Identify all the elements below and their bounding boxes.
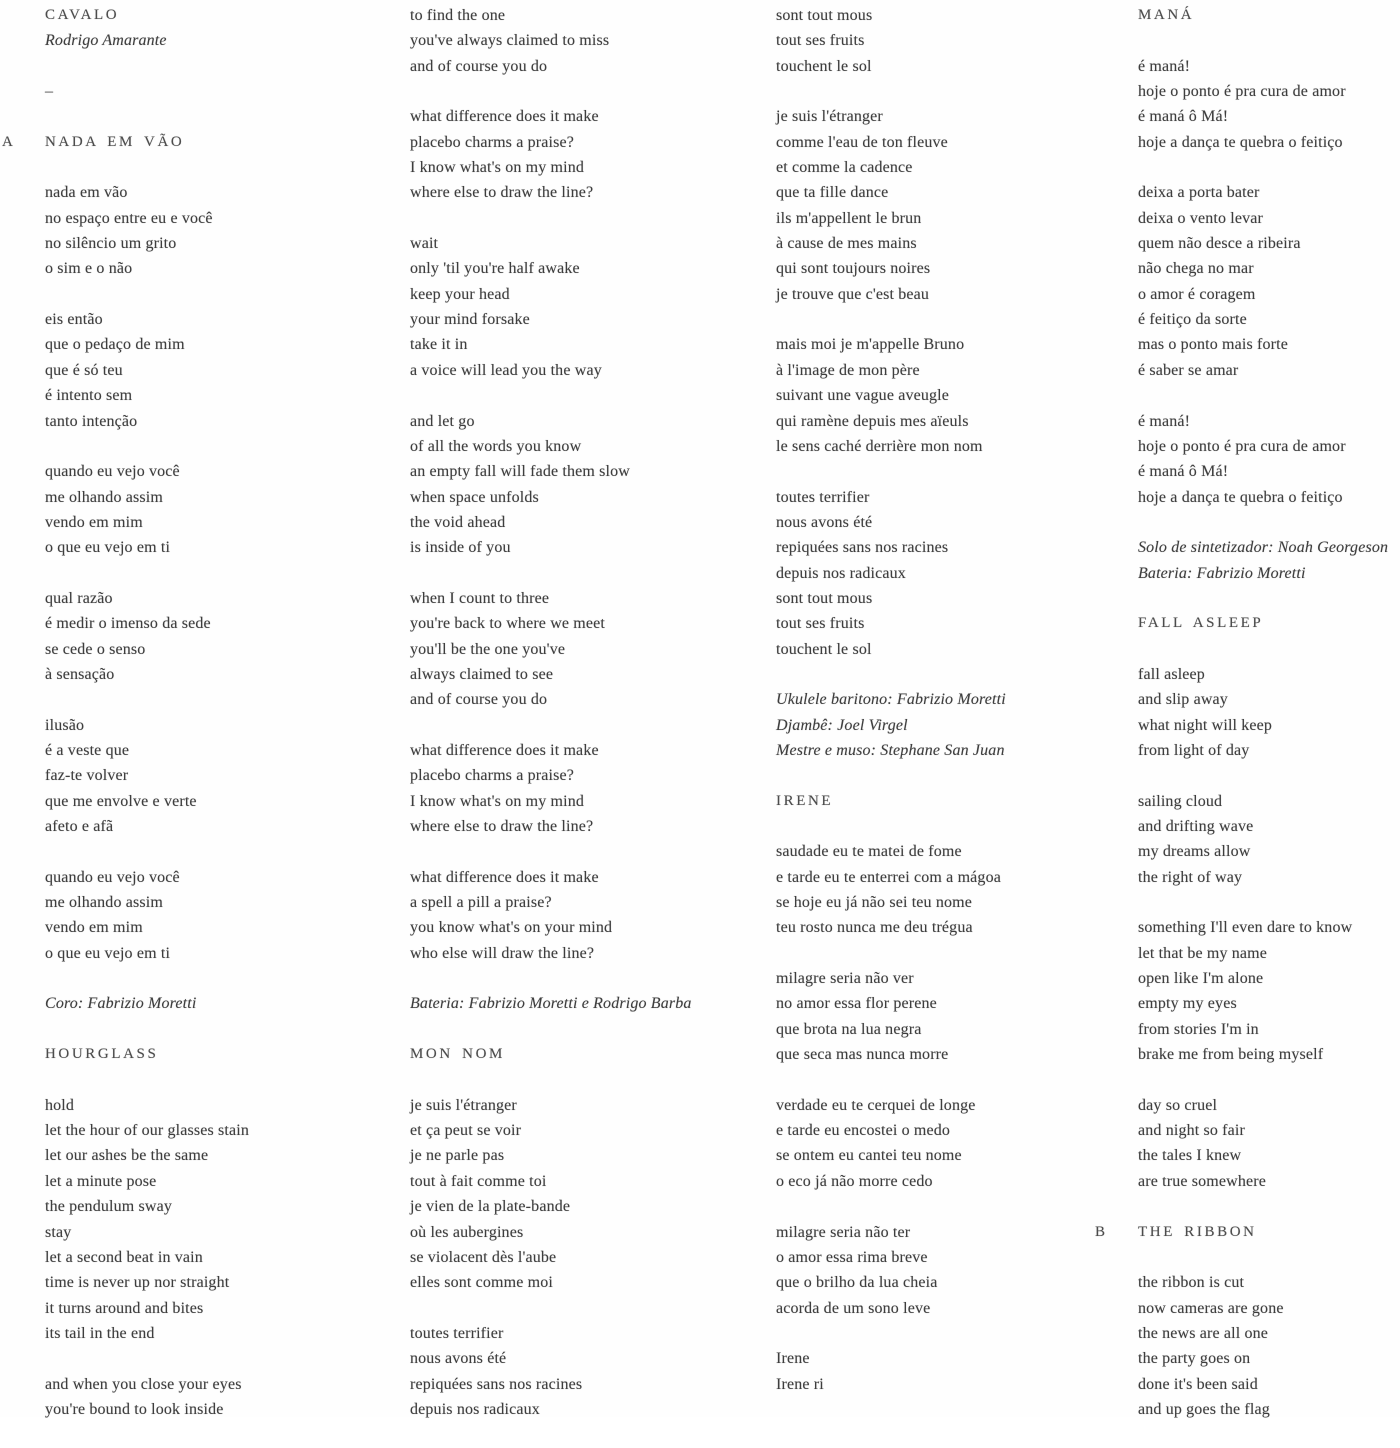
lyric-line: deixa o vento levar (1138, 209, 1264, 227)
lyric-line: time is never up nor straight (45, 1274, 230, 1292)
lyric-line: you're bound to look inside (45, 1400, 224, 1418)
block-stanza (410, 738, 760, 839)
credit-line: Djambê: Joel Virgel (776, 716, 908, 734)
block-credit (45, 991, 395, 1016)
lyric-line: o que eu vejo em ti (45, 944, 171, 962)
lyric-line: an empty fall will fade them slow (410, 463, 631, 481)
lyric-line: toutes terrifier (776, 488, 870, 506)
lyric-line: of all the words you know (410, 437, 582, 455)
song-title-heading: MANÁ (1138, 7, 1195, 23)
block-stanza (45, 586, 395, 687)
lyric-line: is inside of you (410, 539, 511, 557)
block-heading (410, 1042, 760, 1067)
block-stanza (45, 459, 395, 560)
block-stanza (1138, 54, 1400, 155)
lyric-line: where else to draw the line? (410, 184, 594, 202)
credit-line: Bateria: Fabrizio Moretti e Rodrigo Barba (410, 995, 692, 1013)
lyric-line: me olhando assim (45, 894, 163, 912)
lyric-line: repiquées sans nos racines (410, 1375, 583, 1393)
credit-line: Mestre e muso: Stephane San Juan (776, 741, 1005, 759)
lyric-line: vendo em mim (45, 919, 143, 937)
lyric-line: que é só teu (45, 361, 123, 379)
lyric-line: não chega no mar (1138, 260, 1254, 278)
lyric-line: acorda de um sono leve (776, 1299, 931, 1317)
lyric-line: depuis nos radicaux (410, 1400, 540, 1418)
lyric-line: à l'image de mon père (776, 361, 920, 379)
lyric-line: se violacent dès l'aube (410, 1248, 557, 1266)
lyric-line: mais moi je m'appelle Bruno (776, 336, 965, 354)
side-a-marker: A (2, 133, 13, 150)
album-artist: Rodrigo Amarante (45, 32, 167, 50)
credit-line: Solo de sintetizador: Noah Georgeson (1138, 539, 1389, 557)
block-stanza (776, 104, 1126, 307)
credit-line: Coro: Fabrizio Moretti (45, 995, 197, 1013)
lyric-line: é maná! (1138, 57, 1191, 75)
lyrics-column-3 (776, 3, 1126, 1422)
lyric-line: o sim e o não (45, 260, 133, 278)
lyric-line: when I count to three (410, 589, 550, 607)
lyric-line: milagre seria não ver (776, 970, 914, 988)
lyric-line: vendo em mim (45, 513, 143, 531)
lyric-line: sont tout mous (776, 589, 873, 607)
block-stanza (1138, 662, 1400, 763)
block-stanza (1138, 1270, 1400, 1422)
lyric-line: tout ses fruits (776, 615, 865, 633)
block-stanza (776, 3, 1126, 79)
lyric-line: you're back to where we meet (410, 615, 605, 633)
lyric-line: que me envolve e verte (45, 792, 197, 810)
lyric-line: depuis nos radicaux (776, 564, 906, 582)
lyric-line: qui ramène depuis mes aïeuls (776, 412, 969, 430)
lyric-line: é intento sem (45, 387, 133, 405)
lyric-line: hold (45, 1096, 75, 1114)
block-stanza (1138, 1093, 1400, 1194)
block-stanza (1138, 789, 1400, 890)
lyric-line: où les aubergines (410, 1223, 524, 1241)
lyric-line: no espaço entre eu e você (45, 209, 213, 227)
lyric-line: que o pedaço de mim (45, 336, 185, 354)
block-stanza (776, 485, 1126, 662)
lyric-line: que seca mas nunca morre (776, 1046, 949, 1064)
lyric-line: the news are all one (1138, 1324, 1269, 1342)
lyric-line: who else will draw the line? (410, 944, 595, 962)
lyric-line: no amor essa flor perene (776, 995, 937, 1013)
lyric-line: touchent le sol (776, 640, 872, 658)
lyric-line: let our ashes be the same (45, 1147, 209, 1165)
lyric-line: é maná ô Má! (1138, 463, 1229, 481)
lyric-line: milagre seria não ter (776, 1223, 911, 1241)
lyric-line: suivant une vague aveugle (776, 387, 950, 405)
lyric-line: my dreams allow (1138, 843, 1251, 861)
lyric-line: to find the one (410, 7, 506, 24)
lyric-line: and night so fair (1138, 1122, 1245, 1140)
lyric-line: e tarde eu te enterrei com a mágoa (776, 868, 1001, 886)
lyric-line: comme l'eau de ton fleuve (776, 133, 948, 151)
lyric-line: what night will keep (1138, 716, 1273, 734)
lyric-line: are true somewhere (1138, 1172, 1266, 1190)
lyric-line: its tail in the end (45, 1324, 155, 1342)
lyric-line: é medir o imenso da sede (45, 615, 211, 633)
block-credit (410, 991, 760, 1016)
lyric-line: o que eu vejo em ti (45, 539, 171, 557)
lyric-line: sont tout mous (776, 7, 873, 24)
lyric-line: que brota na lua negra (776, 1020, 922, 1038)
lyric-line: teu rosto nunca me deu trégua (776, 919, 973, 937)
lyric-line: saudade eu te matei de fome (776, 843, 962, 861)
lyric-line: what difference does it make (410, 108, 599, 126)
lyric-line: stay (45, 1223, 72, 1241)
lyric-line: hoje o ponto é pra cura de amor (1138, 83, 1346, 101)
lyric-line: always claimed to see (410, 665, 554, 683)
block-stanza (776, 1093, 1126, 1194)
lyric-line: and let go (410, 412, 475, 430)
lyric-line: tanto intenção (45, 412, 138, 430)
lyric-line: day so cruel (1138, 1096, 1218, 1114)
lyric-line: tout à fait comme toi (410, 1172, 547, 1190)
block-stanza (1138, 409, 1400, 510)
lyric-line: é maná! (1138, 412, 1191, 430)
lyric-line: and of course you do (410, 691, 548, 709)
lyric-line: et ça peut se voir (410, 1122, 522, 1140)
lyric-line: tout ses fruits (776, 32, 865, 50)
song-title-heading: FALL ASLEEP (1138, 615, 1264, 632)
lyric-line: what difference does it make (410, 741, 599, 759)
lyric-line: o eco já não morre cedo (776, 1172, 933, 1190)
lyric-line: toutes terrifier (410, 1324, 504, 1342)
lyric-line: your mind forsake (410, 311, 530, 329)
lyric-line: repiquées sans nos racines (776, 539, 949, 557)
lyric-line: é maná ô Má! (1138, 108, 1229, 126)
song-title-heading: NADA EM VÃO A (45, 130, 395, 155)
lyric-line: I know what's on my mind (410, 792, 585, 810)
block-heading (45, 1042, 395, 1067)
lyric-line: o amor essa rima breve (776, 1248, 928, 1266)
lyric-line: placebo charms a praise? (410, 133, 574, 151)
block-stanza (410, 1321, 760, 1422)
lyric-line: the party goes on (1138, 1350, 1251, 1368)
lyric-line: keep your head (410, 285, 510, 303)
block-stanza (776, 1346, 1126, 1397)
lyric-line: é a veste que (45, 741, 130, 759)
lyric-line: brake me from being myself (1138, 1046, 1324, 1064)
song-title-heading: MON NOM (410, 1046, 505, 1063)
lyric-line: I know what's on my mind (410, 159, 585, 177)
lyric-line: the ribbon is cut (1138, 1274, 1245, 1292)
lyric-line: le sens caché derrière mon nom (776, 437, 983, 455)
lyric-line: fall asleep (1138, 665, 1205, 683)
lyric-line: et comme la cadence (776, 159, 913, 177)
block-stanza (776, 332, 1126, 459)
credit-line: Ukulele baritono: Fabrizio Moretti (776, 691, 1006, 709)
lyric-line: when space unfolds (410, 488, 539, 506)
side-divider-dash: – (45, 83, 54, 101)
lyric-line: and drifting wave (1138, 818, 1254, 835)
lyric-line: quando eu vejo você (45, 463, 180, 481)
lyric-line: se ontem eu cantei teu nome (776, 1147, 962, 1165)
lyric-line: qui sont toujours noires (776, 260, 931, 278)
lyric-line: from light of day (1138, 741, 1250, 759)
lyric-line: nada em vão (45, 184, 128, 202)
lyric-line: and up goes the flag (1138, 1400, 1270, 1418)
lyric-line: quem não desce a ribeira (1138, 235, 1301, 253)
lyrics-column-1 (2, 3, 395, 1448)
block-credit (776, 687, 1126, 763)
credit-line: Bateria: Fabrizio Moretti (1138, 564, 1306, 582)
block-stanza (410, 231, 760, 383)
block-heading (1138, 3, 1400, 28)
lyric-line: ils m'appellent le brun (776, 209, 922, 227)
block-stanza (410, 104, 760, 205)
lyric-line: je trouve que c'est beau (776, 285, 930, 303)
lyric-line: from stories I'm in (1138, 1020, 1259, 1038)
block-stanza (776, 839, 1126, 940)
song-title-heading: HOURGLASS (45, 1046, 159, 1063)
lyric-line: the right of way (1138, 868, 1243, 886)
lyric-line: ilusão (45, 716, 85, 734)
lyric-line: nous avons été (776, 513, 873, 531)
lyric-line: se hoje eu já não sei teu nome (776, 894, 972, 912)
lyric-line: a spell a pill a praise? (410, 894, 552, 912)
lyrics-column-4 (1095, 3, 1400, 1448)
lyric-line: Irene ri (776, 1375, 824, 1393)
lyric-line: no silêncio um grito (45, 235, 177, 253)
lyric-line: take it in (410, 336, 468, 354)
block-stanza (776, 966, 1126, 1067)
lyric-line: faz-te volver (45, 767, 129, 785)
lyric-line: you know what's on your mind (410, 919, 613, 937)
lyric-line: and of course you do (410, 57, 548, 75)
lyric-line: the tales I knew (1138, 1147, 1242, 1165)
lyric-line: the void ahead (410, 513, 506, 531)
block-heading (1138, 611, 1400, 636)
block-stanza (410, 1093, 760, 1296)
lyric-line: where else to draw the line? (410, 818, 594, 835)
lyric-line: open like I'm alone (1138, 970, 1264, 988)
song-title-heading: THE RIBBON B (1138, 1220, 1400, 1245)
lyric-line: wait (410, 235, 439, 253)
lyric-line: nous avons été (410, 1350, 507, 1368)
block-dash (45, 79, 395, 104)
lyric-line: now cameras are gone (1138, 1299, 1284, 1317)
lyric-line: mas o ponto mais forte (1138, 336, 1288, 354)
block-credit (1138, 535, 1400, 586)
lyric-line: je suis l'étranger (776, 108, 883, 126)
lyric-line: se cede o senso (45, 640, 146, 658)
lyric-line: que ta fille dance (776, 184, 889, 202)
block-stanza (776, 1220, 1126, 1321)
block-stanza (1138, 915, 1400, 1067)
lyric-line: me olhando assim (45, 488, 163, 506)
lyric-line: touchent le sol (776, 57, 872, 75)
block-stanza (410, 409, 760, 561)
block-stanza (45, 865, 395, 966)
lyric-line: je suis l'étranger (410, 1096, 517, 1114)
lyric-line: Irene (776, 1350, 810, 1368)
lyric-line: eis então (45, 311, 103, 329)
lyric-line: and slip away (1138, 691, 1228, 709)
lyric-line: deixa a porta bater (1138, 184, 1260, 202)
lyric-line: é feitiço da sorte (1138, 311, 1247, 329)
lyric-line: done it's been said (1138, 1375, 1258, 1393)
block-stanza (45, 1093, 395, 1346)
lyric-line: let that be my name (1138, 944, 1268, 962)
lyrics-column-2 (410, 3, 760, 1448)
block-heading (2, 130, 395, 155)
lyric-line: je ne parle pas (410, 1147, 505, 1165)
album-title: CAVALO (45, 7, 120, 23)
lyric-line: empty my eyes (1138, 995, 1237, 1013)
lyric-line: à sensação (45, 665, 115, 683)
lyric-line: afeto e afã (45, 818, 114, 835)
lyric-line: o amor é coragem (1138, 285, 1256, 303)
lyric-line: let a second beat in vain (45, 1248, 203, 1266)
lyric-line: it turns around and bites (45, 1299, 204, 1317)
block-heading (1095, 1220, 1400, 1245)
lyric-line: je vien de la plate-bande (410, 1198, 571, 1216)
lyric-line: a voice will lead you the way (410, 361, 602, 379)
lyric-line: and when you close your eyes (45, 1375, 242, 1393)
block-stanza (410, 586, 760, 713)
lyric-line: verdade eu te cerquei de longe (776, 1096, 976, 1114)
lyric-line: something I'll even dare to know (1138, 919, 1353, 937)
block-heading (776, 789, 1126, 814)
lyric-line: hoje a dança te quebra o feitiço (1138, 133, 1343, 151)
lyric-line: e tarde eu encostei o medo (776, 1122, 951, 1140)
block-stanza (410, 865, 760, 966)
lyric-line: you'll be the one you've (410, 640, 566, 658)
lyric-line: é saber se amar (1138, 361, 1239, 379)
block-stanza (45, 1372, 395, 1423)
side-b-marker: B (1095, 1223, 1106, 1240)
lyric-line: quando eu vejo você (45, 868, 180, 886)
block-stanza (45, 713, 395, 840)
lyric-line: let the hour of our glasses stain (45, 1122, 250, 1140)
block-stanza (45, 180, 395, 281)
lyric-line: placebo charms a praise? (410, 767, 574, 785)
lyric-line: qual razão (45, 589, 113, 607)
lyric-line: what difference does it make (410, 868, 599, 886)
lyric-line: sailing cloud (1138, 792, 1223, 810)
lyric-line: que o brilho da lua cheia (776, 1274, 938, 1292)
lyric-line: only 'til you're half awake (410, 260, 580, 278)
block-stanza (1138, 180, 1400, 383)
lyric-line: hoje a dança te quebra o feitiço (1138, 488, 1343, 506)
block-stanza (410, 3, 760, 79)
lyric-line: à cause de mes mains (776, 235, 917, 253)
block-album (45, 3, 395, 54)
lyric-line: the pendulum sway (45, 1198, 172, 1216)
song-title-heading: IRENE (776, 792, 834, 809)
lyric-line: let a minute pose (45, 1172, 157, 1190)
lyric-line: hoje o ponto é pra cura de amor (1138, 437, 1346, 455)
block-stanza (45, 307, 395, 434)
lyric-line: elles sont comme moi (410, 1274, 553, 1292)
lyric-line: you've always claimed to miss (410, 32, 610, 50)
